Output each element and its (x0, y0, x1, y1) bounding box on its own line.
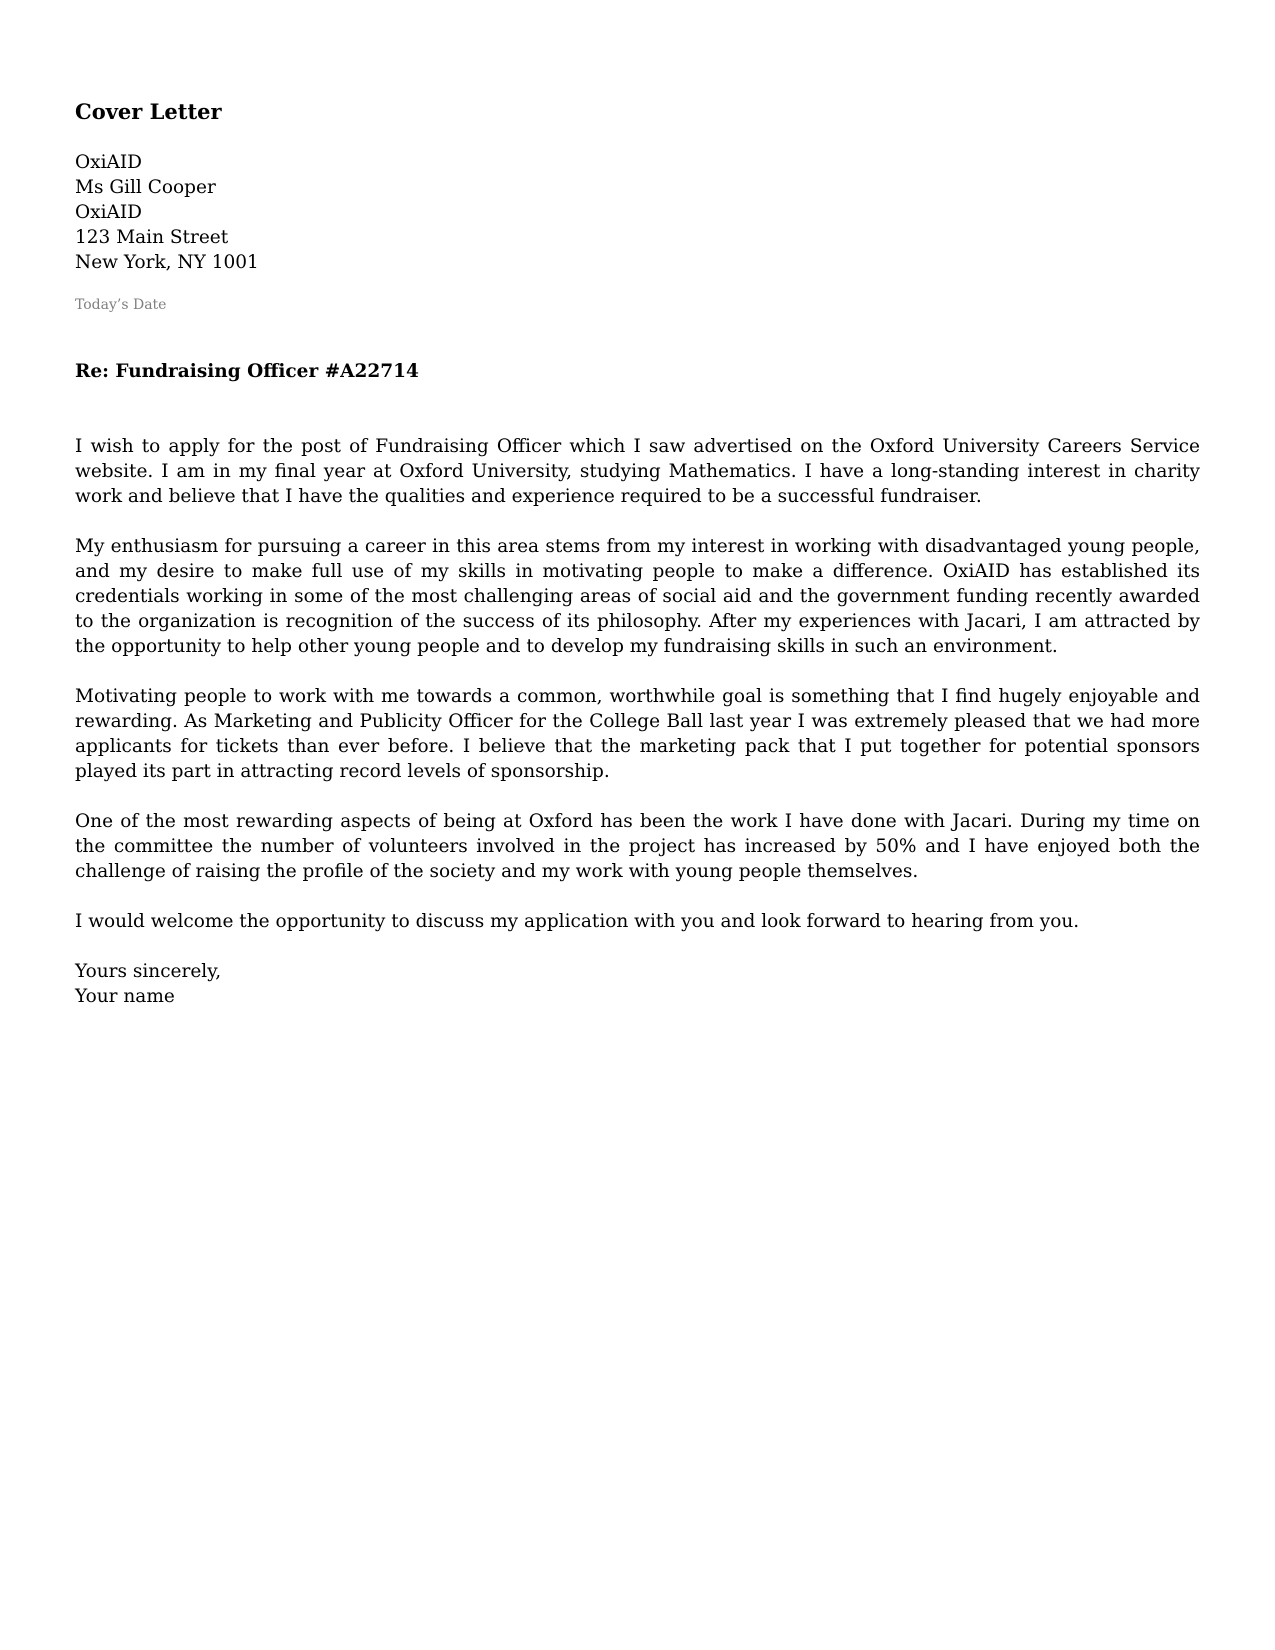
recipient-address (75, 150, 1200, 275)
letter-date: Today’s Date (75, 297, 167, 313)
body-paragraph: I wish to apply for the post of Fundraising Officer which I saw advertised on the Oxford University Careers Service website. I am in my final year at Oxford University, studying Mathematics. I have a long-standing interest in charity work and believe that I have the qualities and experience required to be a successful fundraiser. (75, 436, 1200, 507)
body-paragraph: I would welcome the opportunity to discuss my application with you and look forward to hearing from you. (75, 911, 1080, 932)
closing-salutation: Yours sincerely, (75, 961, 222, 982)
recipient-organization: OxiAID (75, 152, 143, 173)
body-paragraph: Motivating people to work with me towards a common, worthwhile goal is something that I find hugely enjoyable and rewarding. As Marketing and Publicity Officer for the College Ball last year I was extremely pleased that we had more applicants for tickets than ever before. I believe that the marketing pack that I put together for potential sponsors played its part in attracting record levels of sponsorship. (75, 686, 1200, 782)
subject-line: Re: Fundraising Officer #A22714 (75, 361, 419, 382)
letter-body (75, 434, 1200, 934)
letter-content (75, 98, 1200, 1009)
document-title: Cover Letter (75, 99, 222, 124)
recipient-street: 123 Main Street (75, 227, 229, 248)
letter-closing (75, 959, 1200, 1009)
body-paragraph: One of the most rewarding aspects of being at Oxford has been the work I have done with Jacari. During my time on the committee the number of volunteers involved in the project has increased by 50% and I have enjoyed both the challenge of raising the profile of the society and my work with young people themselves. (75, 811, 1200, 882)
body-paragraph: My enthusiasm for pursuing a career in this area stems from my interest in working with disadvantaged young people, and my desire to make full use of my skills in motivating people to make a difference. OxiAID has established its credentials working in some of the most challenging areas of social aid and the government funding recently awarded to the organization is recognition of the success of its philosophy. After my experiences with Jacari, I am attracted by the opportunity to help other young people and to develop my fundraising skills in such an environment. (75, 536, 1200, 657)
signature-name: Your name (75, 986, 175, 1007)
recipient-name: Ms Gill Cooper (75, 177, 216, 198)
recipient-organization-repeat: OxiAID (75, 202, 143, 223)
recipient-city: New York, NY 1001 (75, 252, 259, 273)
